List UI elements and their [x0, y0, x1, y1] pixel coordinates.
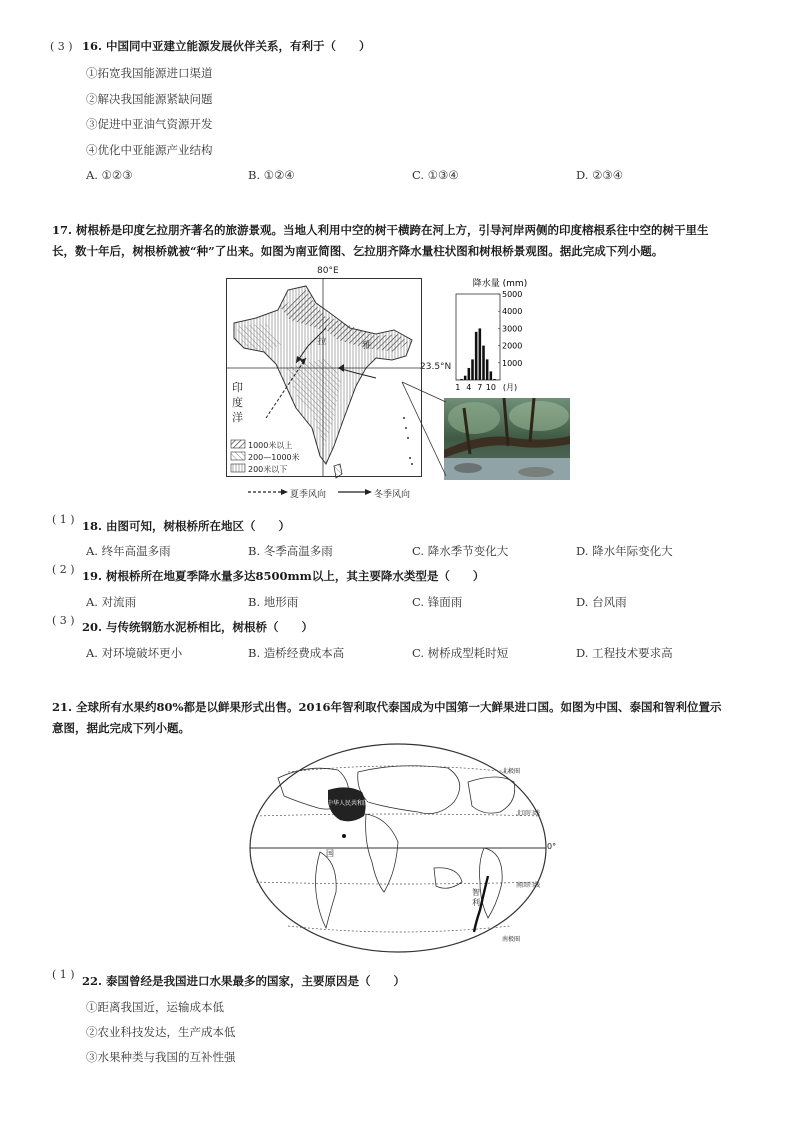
arctic-circle-label: 北极圈: [502, 768, 521, 775]
ocean-label-char: 洋: [232, 411, 243, 424]
question-22-stem: 22. 泰国曾经是我国进口水果最多的国家，主要原因是（ ）: [82, 974, 406, 988]
y-tick-label: 2000: [502, 341, 523, 351]
plot-frame: [456, 294, 500, 380]
option-b[interactable]: B. 地形雨: [248, 595, 299, 609]
x-tick-label: (月): [502, 383, 518, 392]
option-c[interactable]: C. 树桥成型耗时短: [412, 646, 509, 660]
precip-bar-4: [468, 368, 471, 380]
svg-text:拉: 拉: [317, 337, 327, 347]
y-ticks-group: [498, 290, 522, 368]
question-18-stem: 18. 由图可知，树根桥所在地区（ ）: [82, 519, 291, 533]
option-c[interactable]: C. 锋面雨: [412, 595, 463, 609]
statement-item: ②解决我国能源紧缺问题: [86, 92, 213, 106]
y-tick-label: 5000: [502, 290, 523, 299]
statement-item: ④优化中亚能源产业结构: [86, 143, 213, 157]
precip-bar-10: [490, 371, 493, 380]
option-a[interactable]: A. 对流雨: [86, 595, 137, 609]
precip-bar-3: [464, 376, 467, 380]
statement-item: ③水果种类与我国的互补性强: [86, 1050, 236, 1064]
y-tick-label: 1000: [502, 358, 523, 368]
svg-text:雅: 雅: [362, 341, 372, 351]
option-d[interactable]: D. 降水年际变化大: [576, 544, 673, 558]
question-20-stem: 20. 与传统钢筋水泥桥相比，树根桥（ ）: [82, 620, 314, 634]
thailand-label: 国: [326, 849, 334, 858]
option-c[interactable]: C. 降水季节变化大: [412, 544, 509, 558]
option-a[interactable]: A. ①②③: [86, 168, 133, 182]
precip-bar-6: [475, 332, 478, 380]
option-c[interactable]: C. ①③④: [412, 168, 459, 182]
precip-bar-2: [460, 379, 463, 380]
x-ticks-group: [455, 383, 517, 392]
ocean-label-char: 度: [232, 396, 243, 409]
statement-item: ①拓宽我国能源进口渠道: [86, 66, 213, 80]
connector-line: [400, 380, 450, 480]
precipitation-chart: [448, 274, 558, 396]
precip-bar-8: [482, 346, 485, 380]
statement-item: ②农业科技发达，生产成本低: [86, 1025, 236, 1039]
tropic-capricorn-label: 南回归线: [516, 882, 541, 889]
option-a[interactable]: A. 对环境破坏更小: [86, 646, 183, 660]
x-tick-label: 7: [477, 383, 483, 392]
chile-label-char: 利: [472, 898, 480, 907]
precip-bar-11: [493, 379, 496, 380]
root-bridge-photo: [444, 398, 570, 480]
chile-label: [472, 888, 482, 908]
summer-wind-legend: 夏季风向: [290, 490, 327, 500]
question-tag: ( 1 ): [52, 513, 75, 526]
chile-label-char: 智: [472, 888, 480, 897]
option-b[interactable]: B. 冬季高温多雨: [248, 544, 333, 558]
intro-line: 17. 树根桥是印度乞拉朋齐著名的旅游景观。当地人利用中空的树干横跨在河上方，引导河岸两侧的印度榕根系往中空的树干里生: [52, 223, 709, 237]
legend-high: 1000米以上: [248, 441, 293, 450]
ocean-label: [232, 380, 246, 425]
question-tag: ( 3 ): [52, 614, 75, 627]
question-16-stem: 16. 中国同中亚建立能源发展伙伴关系，有利于（ ）: [82, 39, 371, 53]
intro-line: 长，数十年后，树根桥就被“种”了出来。如图为南亚简图、乞拉朋齐降水量柱状图和树根桥景观图。据此完成下列小题。: [52, 244, 664, 258]
x-tick-label: 4: [466, 383, 472, 392]
option-d[interactable]: D. 工程技术要求高: [576, 646, 673, 660]
option-d[interactable]: D. 台风雨: [576, 595, 627, 609]
x-tick-label: 1: [455, 383, 461, 392]
winter-wind-legend: 冬季风向: [374, 490, 411, 500]
statement-item: ③促进中亚油气资源开发: [86, 117, 213, 131]
option-b[interactable]: B. 造桥经费成本高: [248, 646, 345, 660]
legend-mid: 200—1000米: [248, 453, 300, 462]
y-tick-label: 4000: [502, 307, 523, 317]
option-d[interactable]: D. ②③④: [576, 168, 624, 182]
question-17-intro: [52, 220, 752, 262]
option-a[interactable]: A. 终年高温多雨: [86, 544, 171, 558]
precip-bar-7: [479, 328, 482, 380]
y-tick-label: 3000: [502, 324, 523, 334]
precip-bar-9: [486, 359, 489, 380]
statement-item: ①距离我国近，运输成本低: [86, 1000, 224, 1014]
question-19-stem: 19. 树根桥所在地夏季降水量多达8500mm以上，其主要降水类型是（ ）: [82, 569, 485, 583]
intro-line: 意图，据此完成下列小题。: [52, 721, 190, 735]
precip-bar-5: [471, 359, 474, 380]
option-b[interactable]: B. ①②④: [248, 168, 295, 182]
question-tag: ( 1 ): [52, 968, 75, 981]
x-tick-label: 10: [485, 383, 496, 392]
antarctic-circle-label: 南极圈: [502, 936, 521, 943]
tropic-cancer-label: 北回归线: [516, 810, 541, 817]
question-tag: ( 3 ): [50, 40, 73, 53]
china-label: 中华人民共和国: [327, 800, 370, 807]
longitude-label: 80°E: [317, 266, 339, 276]
legend-low: 200米以下: [248, 465, 288, 474]
latitude-label: 23.5°N: [420, 362, 452, 372]
equator-label: 0°: [547, 842, 557, 851]
question-21-intro: [52, 697, 752, 739]
intro-line: 21. 全球所有水果约80%都是以鲜果形式出售。2016年智利取代泰国成为中国第一大鲜果进口国。如图为中国、泰国和智利位置示: [52, 700, 722, 714]
ocean-label-char: 印: [232, 381, 243, 394]
chart-title: 降水量 (mm): [472, 279, 528, 289]
question-tag: ( 2 ): [52, 563, 75, 576]
